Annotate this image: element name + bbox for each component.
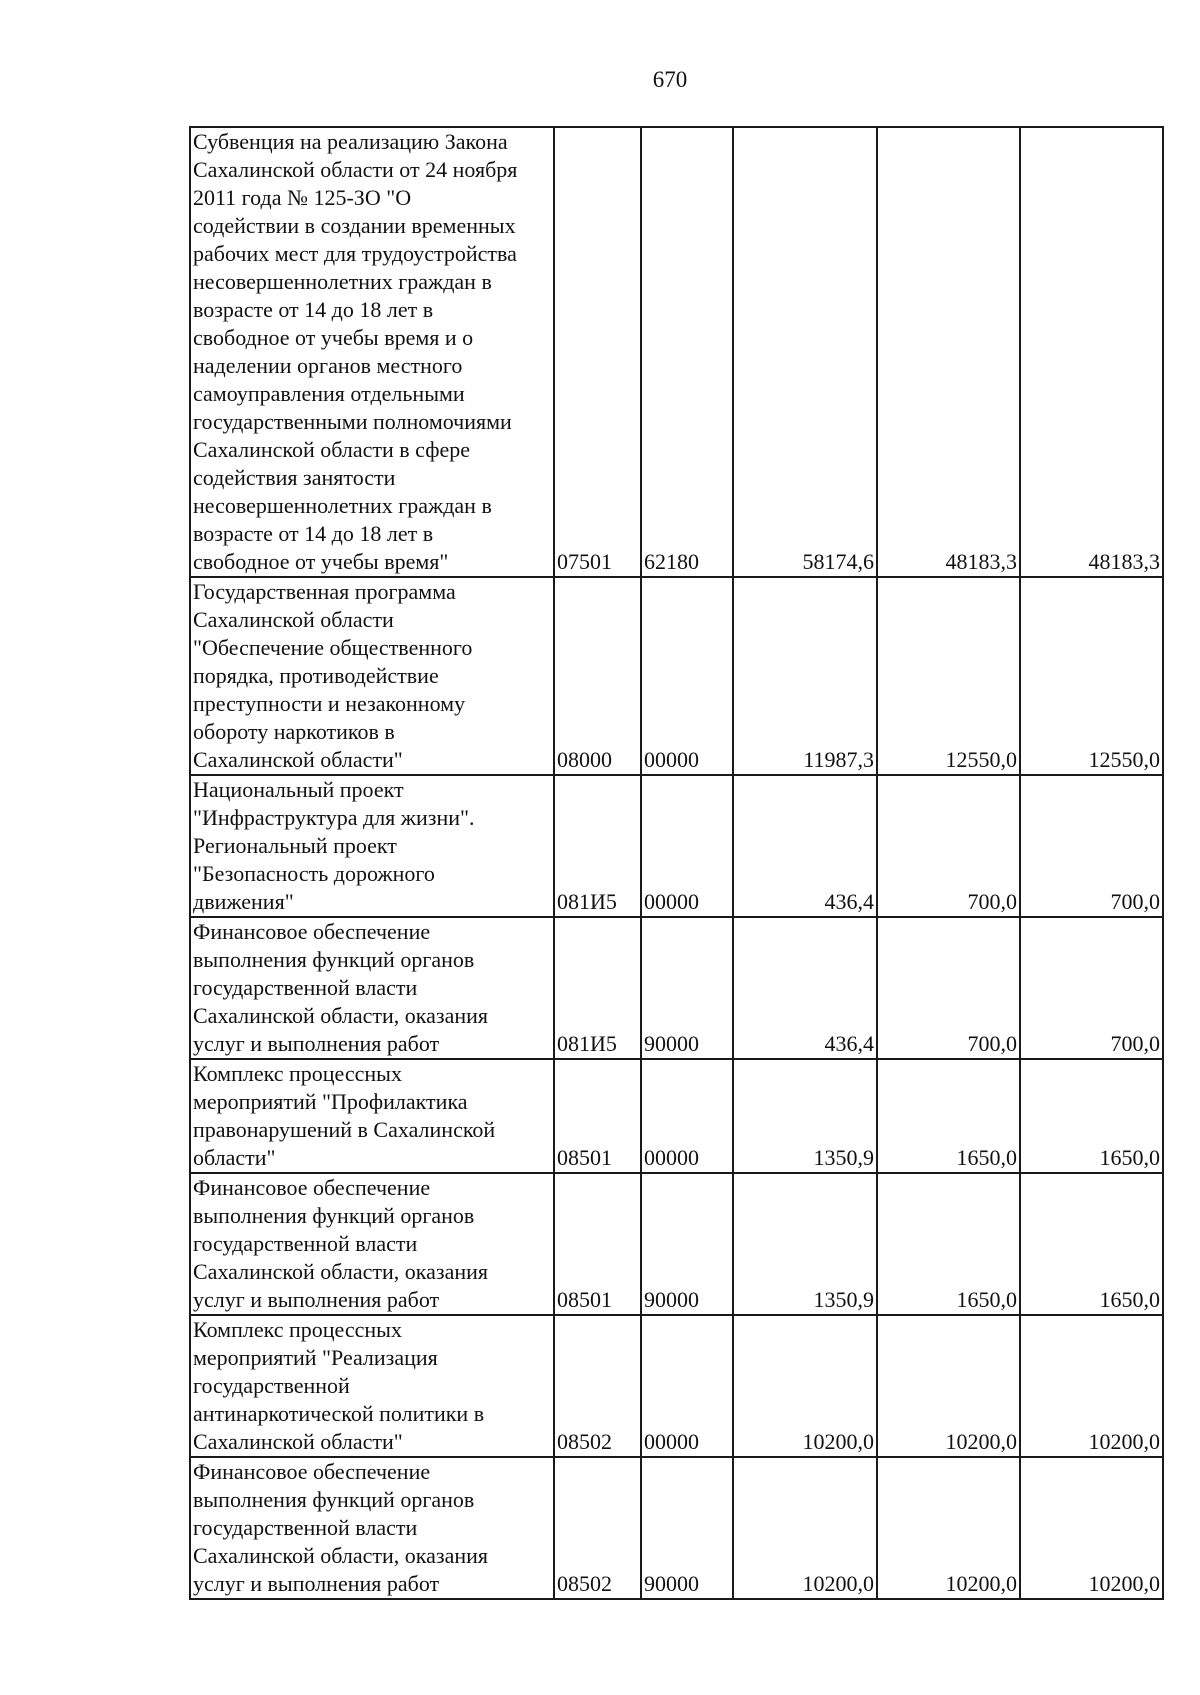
row-name-line: мероприятий "Реализация bbox=[193, 1345, 438, 1370]
value-2-cell: 48183,3 bbox=[877, 127, 1020, 577]
code-section-cell: 08502 bbox=[554, 1315, 641, 1457]
value-2-cell: 10200,0 bbox=[877, 1457, 1020, 1599]
value-3-cell: 10200,0 bbox=[1020, 1315, 1163, 1457]
row-name-cell bbox=[190, 775, 554, 917]
code-section-cell: 08000 bbox=[554, 577, 641, 775]
row-name-line: Сахалинской области" bbox=[193, 1429, 403, 1454]
budget-table-body bbox=[190, 127, 1163, 1599]
table-row bbox=[190, 1173, 1163, 1315]
value-3-cell: 10200,0 bbox=[1020, 1457, 1163, 1599]
row-name-cell bbox=[190, 577, 554, 775]
value-1-cell: 1350,9 bbox=[733, 1173, 877, 1315]
row-name-line: "Безопасность дорожного bbox=[193, 861, 435, 886]
row-name-line: Комплекс процессных bbox=[193, 1317, 402, 1342]
value-1-cell: 436,4 bbox=[733, 775, 877, 917]
row-name-line: Финансовое обеспечение bbox=[193, 919, 431, 944]
value-1-cell: 10200,0 bbox=[733, 1315, 877, 1457]
row-name-cell bbox=[190, 1059, 554, 1173]
code-item-cell: 90000 bbox=[641, 1457, 733, 1599]
value-3-cell: 12550,0 bbox=[1020, 577, 1163, 775]
code-item-cell: 62180 bbox=[641, 127, 733, 577]
row-name-line: государственной власти bbox=[193, 975, 418, 1000]
table-row bbox=[190, 1457, 1163, 1599]
row-name-line: "Инфраструктура для жизни". bbox=[193, 805, 475, 830]
row-name-line: Субвенция на реализацию Закона bbox=[193, 129, 508, 154]
code-item-cell: 00000 bbox=[641, 775, 733, 917]
code-item-cell: 00000 bbox=[641, 577, 733, 775]
row-name-line: Сахалинской области в сфере bbox=[193, 437, 470, 462]
value-1-cell: 436,4 bbox=[733, 917, 877, 1059]
row-name-line: самоуправления отдельными bbox=[193, 381, 465, 406]
row-name-line: свободное от учебы время" bbox=[193, 549, 449, 574]
code-section-cell: 07501 bbox=[554, 127, 641, 577]
code-item-cell: 90000 bbox=[641, 1173, 733, 1315]
value-2-cell: 700,0 bbox=[877, 917, 1020, 1059]
row-name-line: Сахалинской области, оказания bbox=[193, 1543, 489, 1568]
row-name-line: содействия занятости bbox=[193, 465, 396, 490]
row-name-line: государственными полномочиями bbox=[193, 409, 512, 434]
table-row bbox=[190, 577, 1163, 775]
row-name-line: Государственная программа bbox=[193, 579, 456, 604]
value-3-cell: 700,0 bbox=[1020, 917, 1163, 1059]
value-1-cell: 10200,0 bbox=[733, 1457, 877, 1599]
code-section-cell: 08502 bbox=[554, 1457, 641, 1599]
code-section-cell: 081И5 bbox=[554, 775, 641, 917]
row-name-line: области" bbox=[193, 1145, 276, 1170]
table-row bbox=[190, 127, 1163, 577]
row-name-line: Финансовое обеспечение bbox=[193, 1175, 431, 1200]
row-name-line: Сахалинской области, оказания bbox=[193, 1003, 489, 1028]
code-item-cell: 90000 bbox=[641, 917, 733, 1059]
row-name-cell bbox=[190, 1315, 554, 1457]
page-number: 670 bbox=[652, 67, 688, 92]
row-name-line: обороту наркотиков в bbox=[193, 719, 395, 744]
value-3-cell: 1650,0 bbox=[1020, 1059, 1163, 1173]
row-name-line: выполнения функций органов bbox=[193, 1203, 475, 1228]
row-name-line: преступности и незаконному bbox=[193, 691, 466, 716]
code-item-cell: 00000 bbox=[641, 1315, 733, 1457]
row-name-line: возрасте от 14 до 18 лет в bbox=[193, 297, 434, 322]
value-2-cell: 1650,0 bbox=[877, 1059, 1020, 1173]
value-2-cell: 10200,0 bbox=[877, 1315, 1020, 1457]
row-name-cell bbox=[190, 1173, 554, 1315]
table-row bbox=[190, 1059, 1163, 1173]
value-3-cell: 1650,0 bbox=[1020, 1173, 1163, 1315]
code-section-cell: 081И5 bbox=[554, 917, 641, 1059]
row-name-line: наделении органов местного bbox=[193, 353, 463, 378]
row-name-cell bbox=[190, 917, 554, 1059]
value-2-cell: 1650,0 bbox=[877, 1173, 1020, 1315]
row-name-line: государственной власти bbox=[193, 1231, 418, 1256]
table-row bbox=[190, 917, 1163, 1059]
row-name-line: "Обеспечение общественного bbox=[193, 635, 473, 660]
table-row bbox=[190, 775, 1163, 917]
row-name-line: государственной власти bbox=[193, 1515, 418, 1540]
row-name-line: рабочих мест для трудоустройства bbox=[193, 241, 517, 266]
value-1-cell: 58174,6 bbox=[733, 127, 877, 577]
row-name-line: несовершеннолетних граждан в bbox=[193, 493, 492, 518]
row-name-line: Комплекс процессных bbox=[193, 1061, 402, 1086]
row-name-cell bbox=[190, 1457, 554, 1599]
row-name-line: 2011 года № 125-ЗО "О bbox=[193, 185, 412, 210]
row-name-line: Сахалинской области от 24 ноября bbox=[193, 157, 518, 182]
row-name-line: несовершеннолетних граждан в bbox=[193, 269, 492, 294]
row-name-line: выполнения функций органов bbox=[193, 947, 475, 972]
row-name-line: Сахалинской области" bbox=[193, 747, 403, 772]
row-name-line: Региональный проект bbox=[193, 833, 397, 858]
row-name-line: услуг и выполнения работ bbox=[193, 1031, 440, 1056]
code-section-cell: 08501 bbox=[554, 1059, 641, 1173]
row-name-line: услуг и выполнения работ bbox=[193, 1287, 440, 1312]
row-name-line: услуг и выполнения работ bbox=[193, 1571, 440, 1596]
row-name-line: Сахалинской области, оказания bbox=[193, 1259, 489, 1284]
row-name-line: выполнения функций органов bbox=[193, 1487, 475, 1512]
row-name-line: свободное от учебы время и о bbox=[193, 325, 474, 350]
row-name-line: правонарушений в Сахалинской bbox=[193, 1117, 496, 1142]
row-name-line: мероприятий "Профилактика bbox=[193, 1089, 468, 1114]
value-3-cell: 700,0 bbox=[1020, 775, 1163, 917]
code-item-cell: 00000 bbox=[641, 1059, 733, 1173]
row-name-line: движения" bbox=[193, 889, 294, 914]
value-1-cell: 1350,9 bbox=[733, 1059, 877, 1173]
row-name-line: Сахалинской области bbox=[193, 607, 394, 632]
row-name-line: порядка, противодействие bbox=[193, 663, 439, 688]
code-section-cell: 08501 bbox=[554, 1173, 641, 1315]
value-2-cell: 12550,0 bbox=[877, 577, 1020, 775]
row-name-line: Финансовое обеспечение bbox=[193, 1459, 431, 1484]
value-1-cell: 11987,3 bbox=[733, 577, 877, 775]
value-2-cell: 700,0 bbox=[877, 775, 1020, 917]
budget-table bbox=[189, 126, 1164, 1600]
row-name-line: государственной bbox=[193, 1373, 350, 1398]
row-name-cell bbox=[190, 127, 554, 577]
value-3-cell: 48183,3 bbox=[1020, 127, 1163, 577]
table-row bbox=[190, 1315, 1163, 1457]
row-name-line: антинаркотической политики в bbox=[193, 1401, 485, 1426]
row-name-line: Национальный проект bbox=[193, 777, 404, 802]
row-name-line: возрасте от 14 до 18 лет в bbox=[193, 521, 434, 546]
row-name-line: содействии в создании временных bbox=[193, 213, 516, 238]
